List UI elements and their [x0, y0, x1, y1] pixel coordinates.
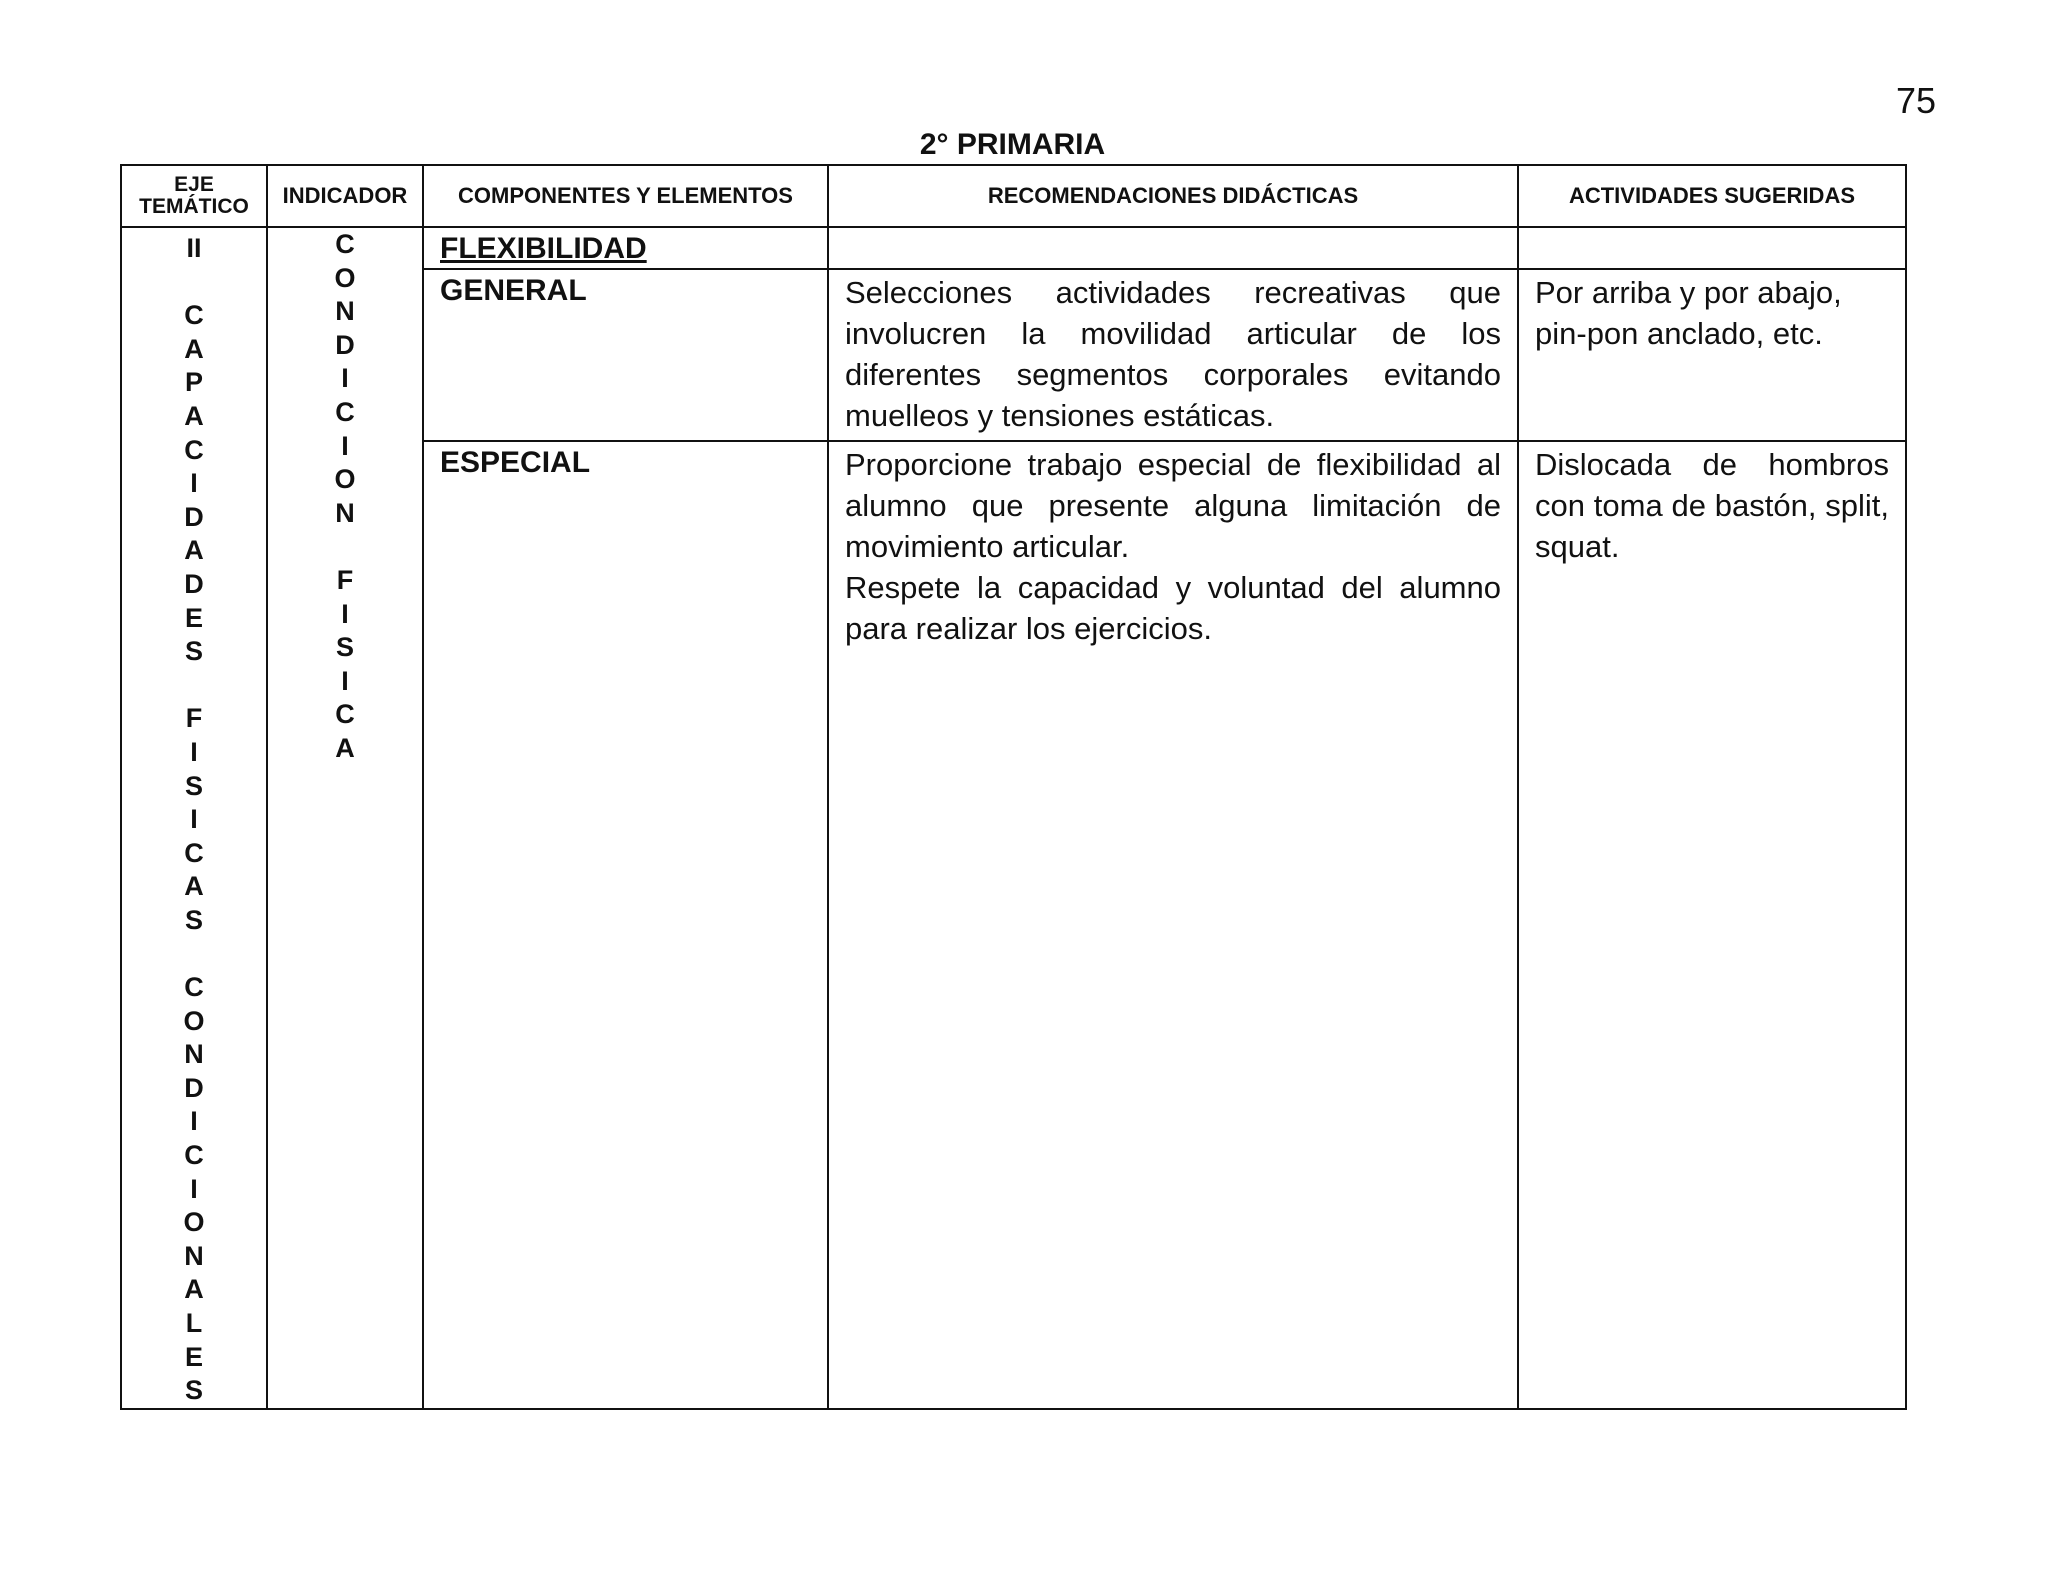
eje-tematico-text: II C A P A C I D A D E S F I S I C A S C O N D I C I O N A L E S — [183, 233, 205, 1406]
componente-cell — [423, 441, 828, 1408]
actividades-cell — [1518, 269, 1906, 441]
actividad-text: Dislocada de hombros con toma de bastón, split, squat. — [1535, 447, 1889, 565]
recomendaciones-cell — [828, 269, 1518, 441]
recomendaciones-cell — [828, 227, 1518, 269]
actividades-cell — [1518, 227, 1906, 269]
table-header-row — [121, 165, 1906, 227]
header-eje-tematico: EJE TEMÁTICO — [121, 165, 267, 227]
recomendacion-text: Respete la capacidad y voluntad del alumno para realizar los ejercicios. — [845, 570, 1501, 647]
page-number: 75 — [1895, 80, 1936, 121]
eje-tematico-cell — [121, 227, 267, 1409]
table-row — [121, 227, 1906, 269]
componente-cell — [423, 227, 828, 269]
indicador-cell — [267, 227, 423, 1409]
page-title: 2° PRIMARIA — [919, 128, 1106, 161]
actividad-text: Por arriba y por abajo, pin-pon anclado, etc. — [1535, 275, 1842, 352]
header-indicador: INDICADOR — [267, 165, 423, 227]
recomendacion-text: Proporcione trabajo especial de flexibilidad al alumno que presente alguna limitación de movimiento articular. — [845, 447, 1501, 565]
componente-label: GENERAL — [440, 274, 587, 308]
curriculum-table — [120, 164, 1907, 1410]
header-actividades: ACTIVIDADES SUGERIDAS — [1518, 165, 1906, 227]
recomendaciones-cell — [828, 441, 1518, 1408]
actividades-cell — [1518, 441, 1906, 1408]
componente-label: ESPECIAL — [440, 446, 591, 480]
componente-cell — [423, 269, 828, 441]
header-recomendaciones: RECOMENDACIONES DIDÁCTICAS — [828, 165, 1518, 227]
indicador-text: C O N D I C I O N F I S I C A — [334, 229, 356, 763]
recomendacion-text: Selecciones actividades recreativas que involucren la movilidad articular de los diferentes segmentos corporales evitando muelleos y tensiones estáticas. — [845, 275, 1501, 434]
componente-title: FLEXIBILIDAD — [440, 232, 647, 265]
header-componentes: COMPONENTES Y ELEMENTOS — [423, 165, 828, 227]
